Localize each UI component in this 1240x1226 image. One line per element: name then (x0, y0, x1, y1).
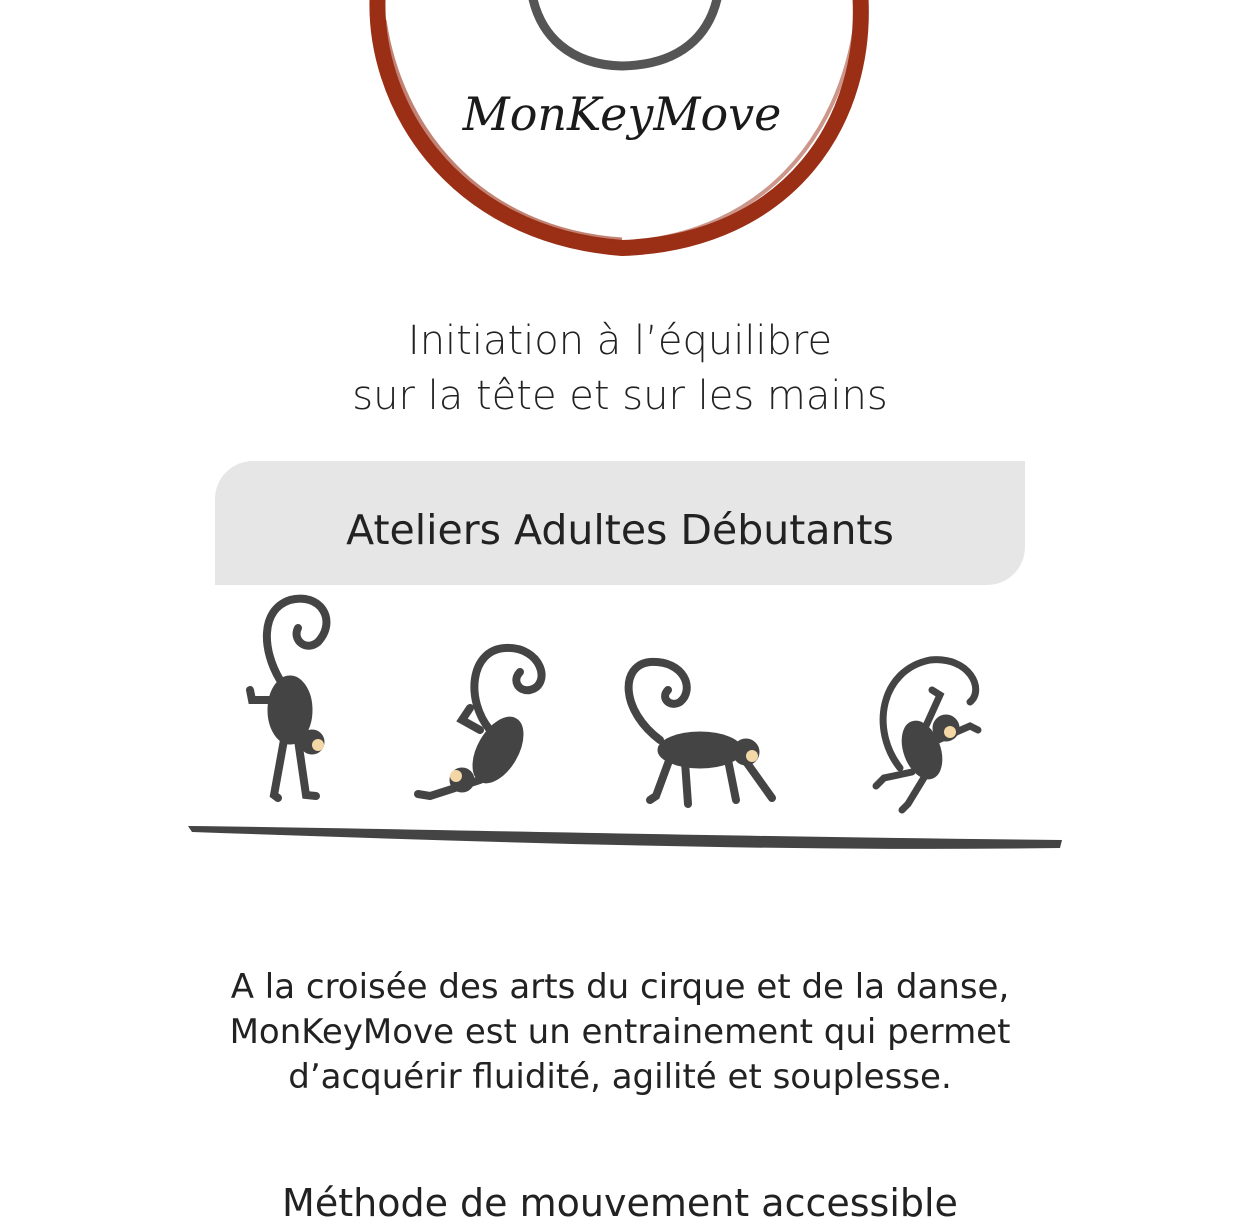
headline-line-2: sur la tête et sur les mains (352, 373, 888, 419)
ground-brush-stroke (188, 826, 1062, 849)
level-banner (215, 461, 1025, 585)
description-line-2: MonKeyMove est un entrainement qui permet (229, 1012, 1011, 1052)
description-line-3: d’acquérir fluidité, agilité et souplesse. (288, 1057, 952, 1097)
monkey-rolling-icon (418, 648, 542, 796)
footer-cut-line: Méthode de mouvement accessible (282, 1181, 958, 1225)
monkey-handstand-icon (250, 599, 326, 798)
description-line-1: A la croisée des arts du cirque et de la danse, (230, 967, 1010, 1007)
headline-line-1: Initiation à l’équilibre (407, 318, 833, 364)
logo-mark (530, 0, 720, 66)
banner-label: Ateliers Adultes Débutants (346, 506, 894, 554)
monkeys-illustration (180, 590, 1070, 870)
logo-brand-text: MonKeyMove (462, 87, 782, 141)
monkey-walking-icon (629, 662, 772, 804)
monkey-dancing-icon (876, 660, 978, 810)
logo (360, 0, 880, 270)
